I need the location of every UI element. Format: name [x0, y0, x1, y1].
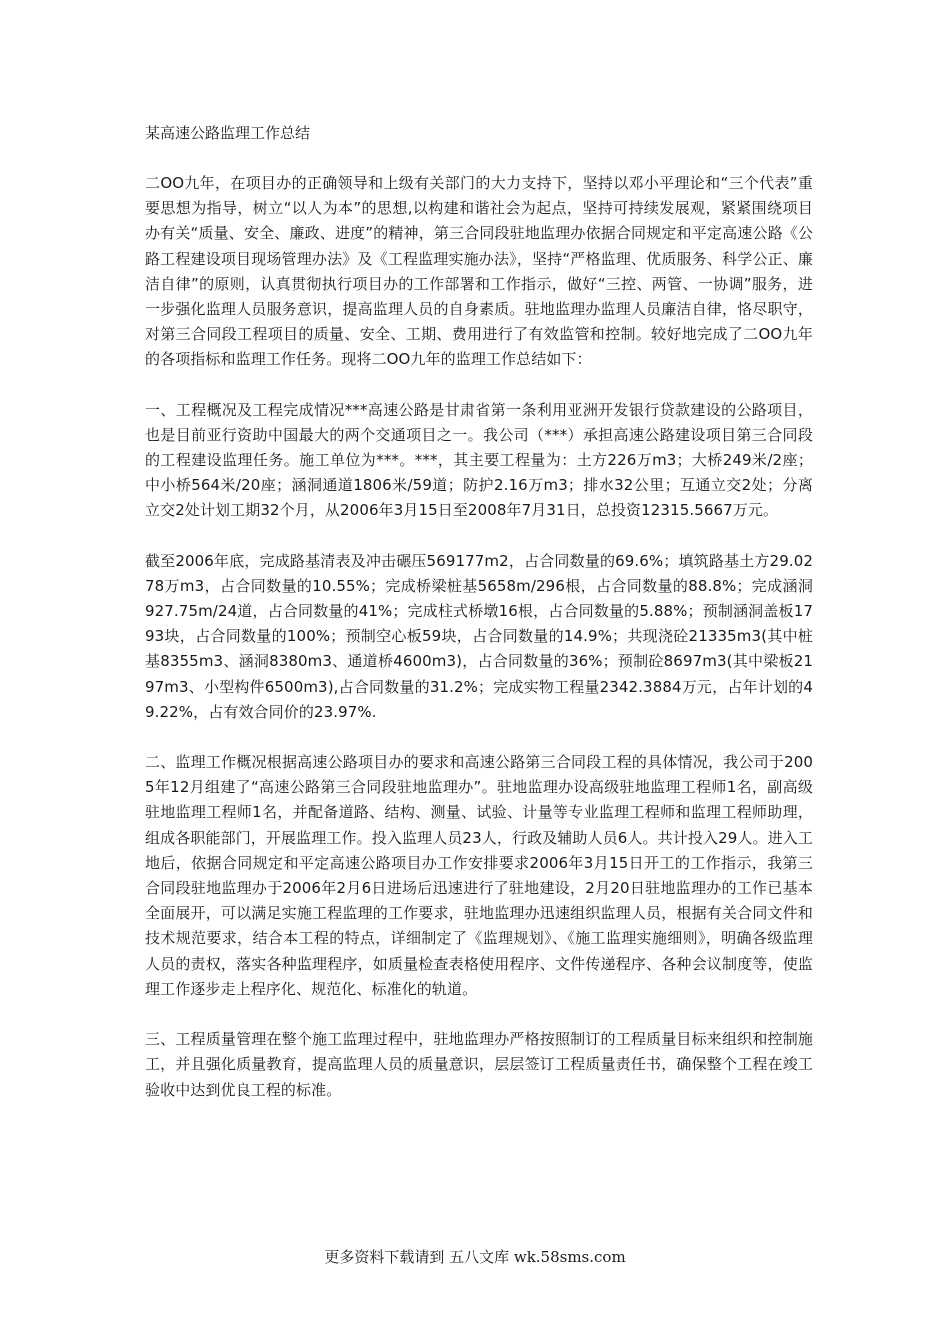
- paragraph-supervision-overview: 二、监理工作概况根据高速公路项目办的要求和高速公路第三合同段工程的具体情况，我公司于2005年12月组建了“高速公路第三合同段驻地监理办”。驻地监理办设高级驻地监理工程师1名，副高级驻地监理工程师1名，并配备道路、结构、测量、试验、计量等专业监理工程师和监理工程师助理，组成各职能部门，开展监理工作。投入监理人员23人，行政及辅助人员6人。共计投入29人。进入工地后，依据合同规定和平定高速公路项目办工作安排要求2006年3月15日开工的工作指示，我第三合同段驻地监理办于2006年2月6日进场后迅速进行了驻地建设，2月20日驻地监理办的工作已基本全面展开，可以满足实施工程监理的工作要求，驻地监理办迅速组织监理人员，根据有关合同文件和技术规范要求，结合本工程的特点，详细制定了《监理规划》、《施工监理实施细则》，明确各级监理人员的责权，落实各种监理程序，如质量检查表格使用程序、文件传递程序、各种会议制度等，使监理工作逐步走上程序化、规范化、标准化的轨道。: [145, 753, 813, 998]
- document-title: 某高速公路监理工作总结: [145, 124, 311, 142]
- paragraph-project-overview: 一、工程概况及工程完成情况***高速公路是甘肃省第一条利用亚洲开发银行贷款建设的公路项目，也是目前亚行资助中国最大的两个交通项目之一。我公司（***）承担高速公路建设项目第三合同段的工程建设监理任务。施工单位为***。***，其主要工程量为：土方226万m3；大桥249米/2座；中小桥564米/20座；涵洞通道1806米/59道；防护2.16万m3；排水32公里；互通立交2处；分离立交2处计划工期32个月，从2006年3月15日至2008年7月31日，总投资12315.5667万元。: [145, 400, 813, 520]
- paragraph-progress: 截至2006年底，完成路基清表及冲击碾压569177m2，占合同数量的69.6%；填筑路基土方29.0278万m3，占合同数量的10.55%；完成桥梁桩基5658m/296根，占合同数量的88.8%；完成涵洞927.75m/24道，占合同数量的41%；完成柱式桥墩16根，占合同数量的5.88%；预制涵洞盖板1793块，占合同数量的100%；预制空心板59块，占合同数量的14.9%；共现浇砼21335m3(其中桩基8355m3、涵洞8380m3、通道桥4600m3)，占合同数量的36%；预制砼8697m3(其中梁板2197m3、小型构件6500m3),占合同数量的31.2%；完成实物工程量2342.3884万元，占年计划的49.22%，占有效合同价的23.97%.: [145, 551, 813, 721]
- document-body: [145, 120, 813, 1128]
- footer-watermark-text: 更多资料下载请到 五八文库 wk.58sms.com: [324, 1248, 626, 1266]
- paragraph-quality-management: 三、工程质量管理在整个施工监理过程中，驻地监理办严格按照制订的工程质量目标来组织和控制施工，并且强化质量教育，提高监理人员的质量意识，层层签订工程质量责任书，确保整个工程在竣工验收中达到优良工程的标准。: [145, 1030, 813, 1099]
- paragraph-intro: 二OO九年，在项目办的正确领导和上级有关部门的大力支持下，坚持以邓小平理论和“三个代表”重要思想为指导，树立“以人为本”的思想,以构建和谐社会为起点，坚持可持续发展观，紧紧围绕项目办有关“质量、安全、廉政、进度”的精神，第三合同段驻地监理办依据合同规定和平定高速公路《公路工程建设项目现场管理办法》及《工程监理实施办法》，坚持“严格监理、优质服务、科学公正、廉洁自律”的原则，认真贯彻执行项目办的工作部署和工作指示，做好“三控、两管、一协调”服务，进一步强化监理人员服务意识，提高监理人员的自身素质。驻地监理办监理人员廉洁自律，恪尽职守，对第三合同段工程项目的质量、安全、工期、费用进行了有效监管和控制。较好地完成了二OO九年的各项指标和监理工作任务。现将二OO九年的监理工作总结如下：: [145, 174, 813, 369]
